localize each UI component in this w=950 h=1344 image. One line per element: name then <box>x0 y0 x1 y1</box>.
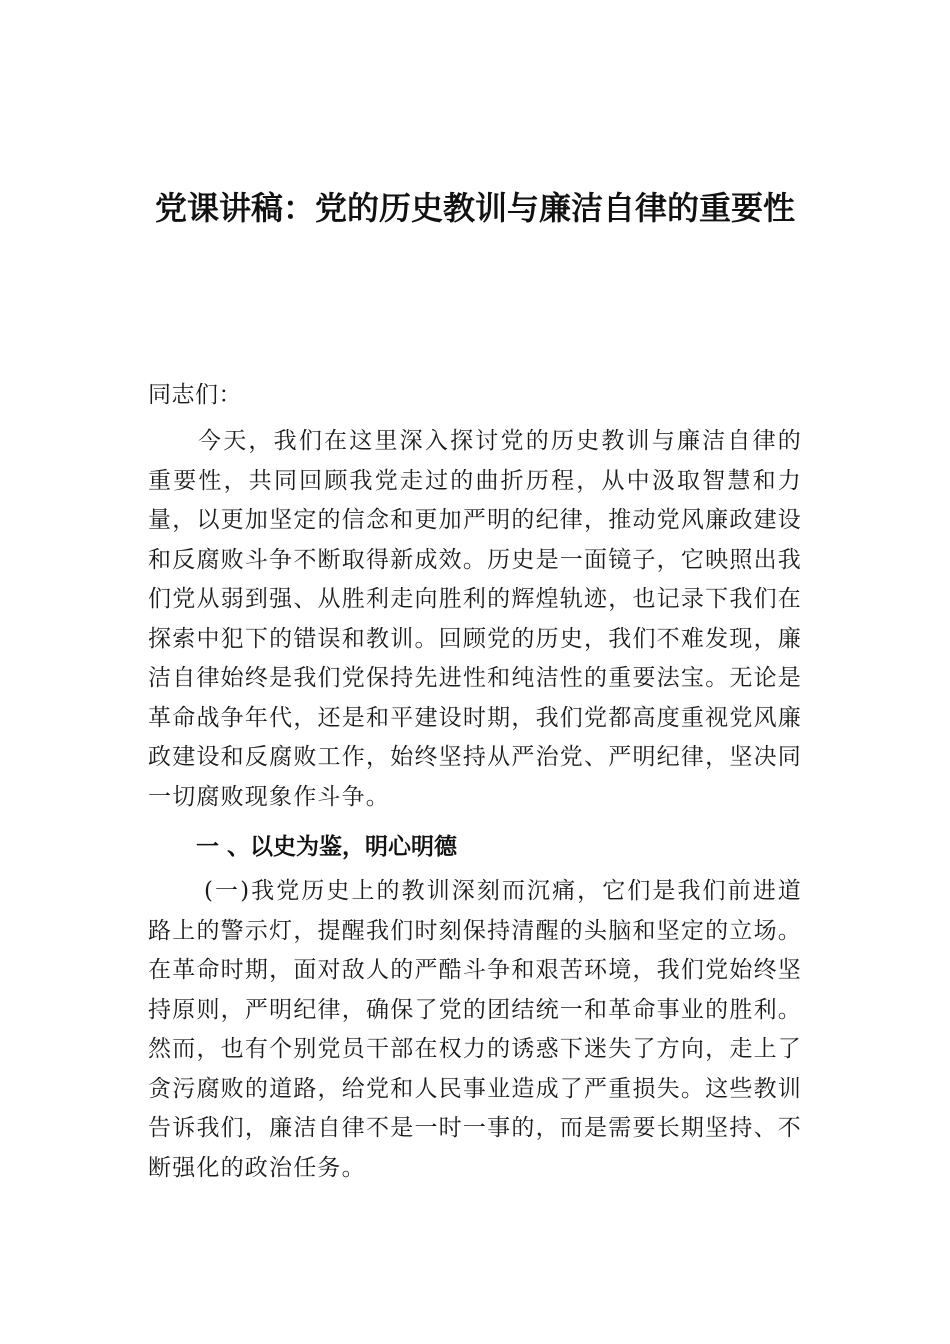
paragraph-section-1: (一)我党历史上的教训深刻而沉痛，它们是我们前进道路上的警示灯，提醒我们时刻保持清醒的头脑和坚定的立场。在革命时期，面对敌人的严酷斗争和艰苦环境，我们党始终坚持原则，严明纪律，确保了党的团结统一和革命事业的胜利。然而，也有个别党员干部在权力的诱惑下迷失了方向，走上了贪污腐败的道路，给党和人民事业造成了严重损失。这些教训告诉我们，廉洁自律不是一时一事的，而是需要长期坚持、不断强化的政治任务。 <box>148 878 802 1181</box>
salutation: 同志们： <box>148 382 242 408</box>
document-title: 党课讲稿：党的历史教训与廉洁自律的重要性 <box>154 189 795 227</box>
section-heading: 一 、以史为鉴，明心明德 <box>196 834 458 860</box>
paragraph-intro: 今天，我们在这里深入探讨党的历史教训与廉洁自律的重要性，共同回顾我党走过的曲折历程，从中汲取智慧和力量，以更加坚定的信念和更加严明的纪律，推动党风廉政建设和反腐败斗争不断取得新成效。历史是一面镜子，它映照出我们党从弱到强、从胜利走向胜利的辉煌轨迹，也记录下我们在探索中犯下的错误和教训。回顾党的历史，我们不难发现，廉洁自律始终是我们党保持先进性和纯洁性的重要法宝。无论是革命战争年代，还是和平建设时期，我们党都高度重视党风廉政建设和反腐败工作，始终坚持从严治党、严明纪律，坚决同一切腐败现象作斗争。 <box>148 428 802 810</box>
